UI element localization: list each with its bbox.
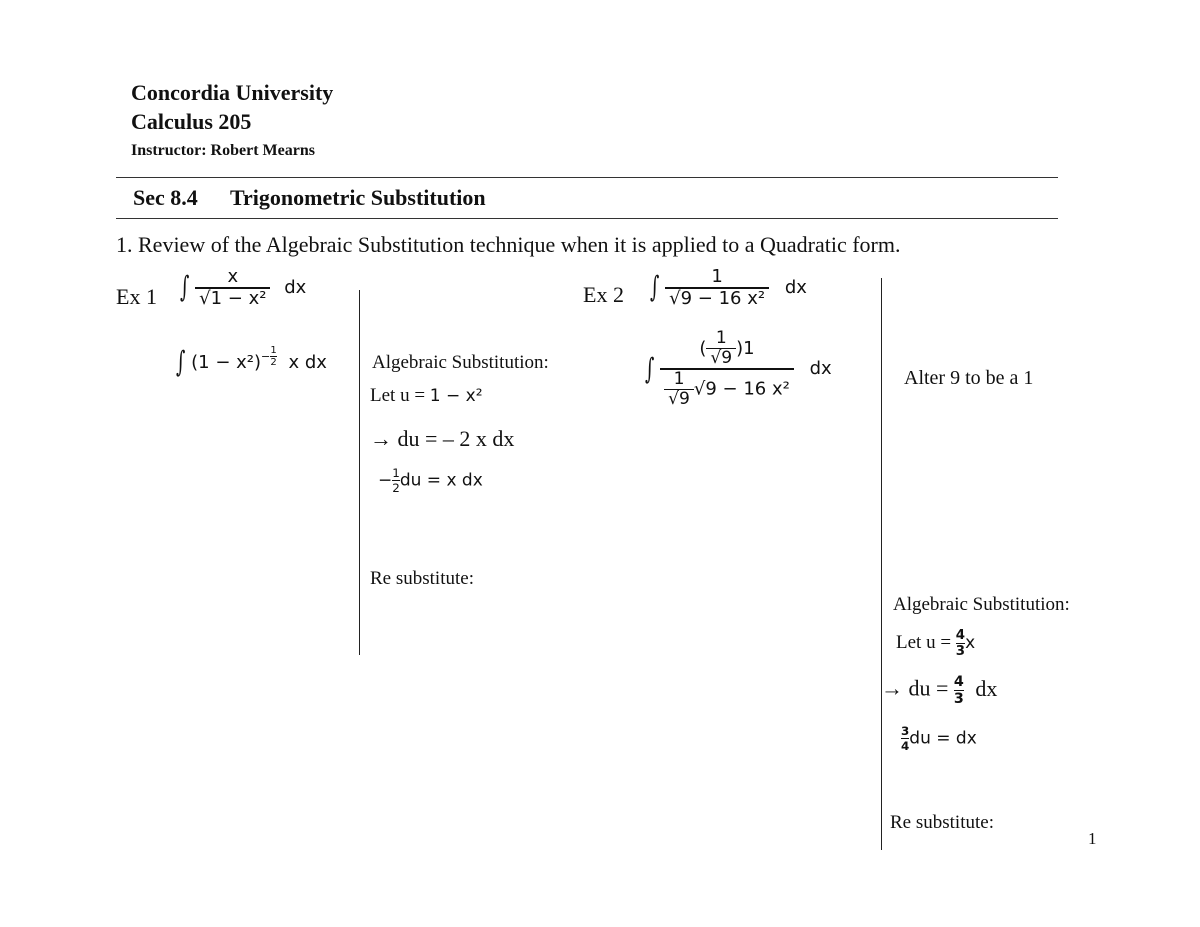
- ex1-label: Ex 1: [116, 284, 157, 309]
- ex2-du-dx: dx: [975, 675, 998, 701]
- integral-sign-icon: ∫: [180, 271, 190, 305]
- ex1-let-label: Let u =: [370, 385, 430, 406]
- university-name: Concordia University: [131, 80, 334, 105]
- ex2-inv-line: [901, 724, 977, 753]
- ex2-dx: dx: [784, 277, 807, 299]
- ex1-alg-title: Algebraic Substitution:: [372, 352, 549, 373]
- ex2-step-denominator: $\frac{1}{√9}$ √9 − 16 x²: [660, 368, 794, 409]
- ex1-divider: [359, 290, 360, 655]
- ex2-fraction: [665, 268, 769, 309]
- instructor-name: Instructor: Robert Mearns: [131, 142, 315, 159]
- ex2-let-label: Let u =: [896, 631, 956, 653]
- ex1-fraction: [195, 268, 270, 309]
- ex2-let-var: x: [965, 632, 976, 653]
- ex1-dx: dx: [284, 277, 307, 299]
- ex2-du-fraction: $\frac{4}{3}$: [953, 674, 964, 707]
- section-title: Trigonometric Substitution: [230, 185, 486, 210]
- ex1-let-line: [370, 385, 483, 407]
- ex2-divider: [881, 278, 882, 850]
- ex2-step-fraction: [660, 330, 794, 408]
- ex2-resub: Re substitute:: [890, 812, 994, 833]
- ex2-step-numerator: ( $\frac{1}{√9}$ )1: [699, 328, 755, 368]
- ex1-exponent: − 1 2: [261, 345, 277, 368]
- intro-text: 1. Review of the Algebraic Substitution technique when it is applied to a Quadratic form.: [116, 232, 901, 257]
- ex1-du-line: → du = – 2 x dx: [370, 426, 515, 451]
- ex2-inv-rest: du = dx: [909, 728, 977, 749]
- course-name: Calculus 205: [131, 109, 252, 134]
- top-rule: [116, 177, 1058, 178]
- ex2-label: Ex 2: [583, 282, 624, 307]
- ex1-half-line: [378, 466, 483, 495]
- ex2-du-label: → du =: [881, 675, 954, 701]
- ex1-half-rest: du = x dx: [399, 470, 483, 491]
- ex2-numerator: 1: [711, 266, 723, 287]
- ex2-inv-fraction: $\frac{3}{4}$: [901, 724, 910, 753]
- ex2-denominator: √9 − 16 x²: [665, 287, 769, 309]
- ex1-rewrite-base: (1 − x²): [191, 351, 262, 373]
- ex1-denominator: √1 − x²: [195, 287, 270, 309]
- ex2-alter-note: Alter 9 to be a 1: [904, 367, 1034, 389]
- section-number: Sec 8.4: [133, 185, 198, 210]
- ex2-step: [645, 330, 832, 408]
- ex2-let-fraction: $\frac{4}{3}$: [955, 628, 966, 659]
- ex2-integral: [650, 268, 807, 309]
- page-number: 1: [1088, 829, 1097, 848]
- integral-sign-icon: ∫: [176, 345, 186, 380]
- ex1-let-expr: 1 − x²: [429, 386, 483, 406]
- ex1-half-fraction: $\frac{1}{2}$: [392, 466, 400, 495]
- integral-sign-icon: ∫: [650, 271, 660, 305]
- ex2-du-line: [881, 674, 997, 707]
- integral-sign-icon: ∫: [645, 352, 655, 386]
- ex1-rewrite-tail: x dx: [288, 351, 327, 373]
- bottom-rule: [116, 218, 1058, 219]
- ex1-integral: [180, 268, 306, 309]
- ex1-numerator: x: [227, 266, 239, 287]
- ex2-step-dx: dx: [809, 358, 832, 380]
- ex1-half-sign: −: [378, 470, 393, 491]
- ex1-rewrite: [176, 345, 327, 380]
- ex2-alg-title: Algebraic Substitution:: [893, 594, 1070, 615]
- ex1-resub: Re substitute:: [370, 568, 474, 589]
- ex2-let-line: [896, 628, 975, 659]
